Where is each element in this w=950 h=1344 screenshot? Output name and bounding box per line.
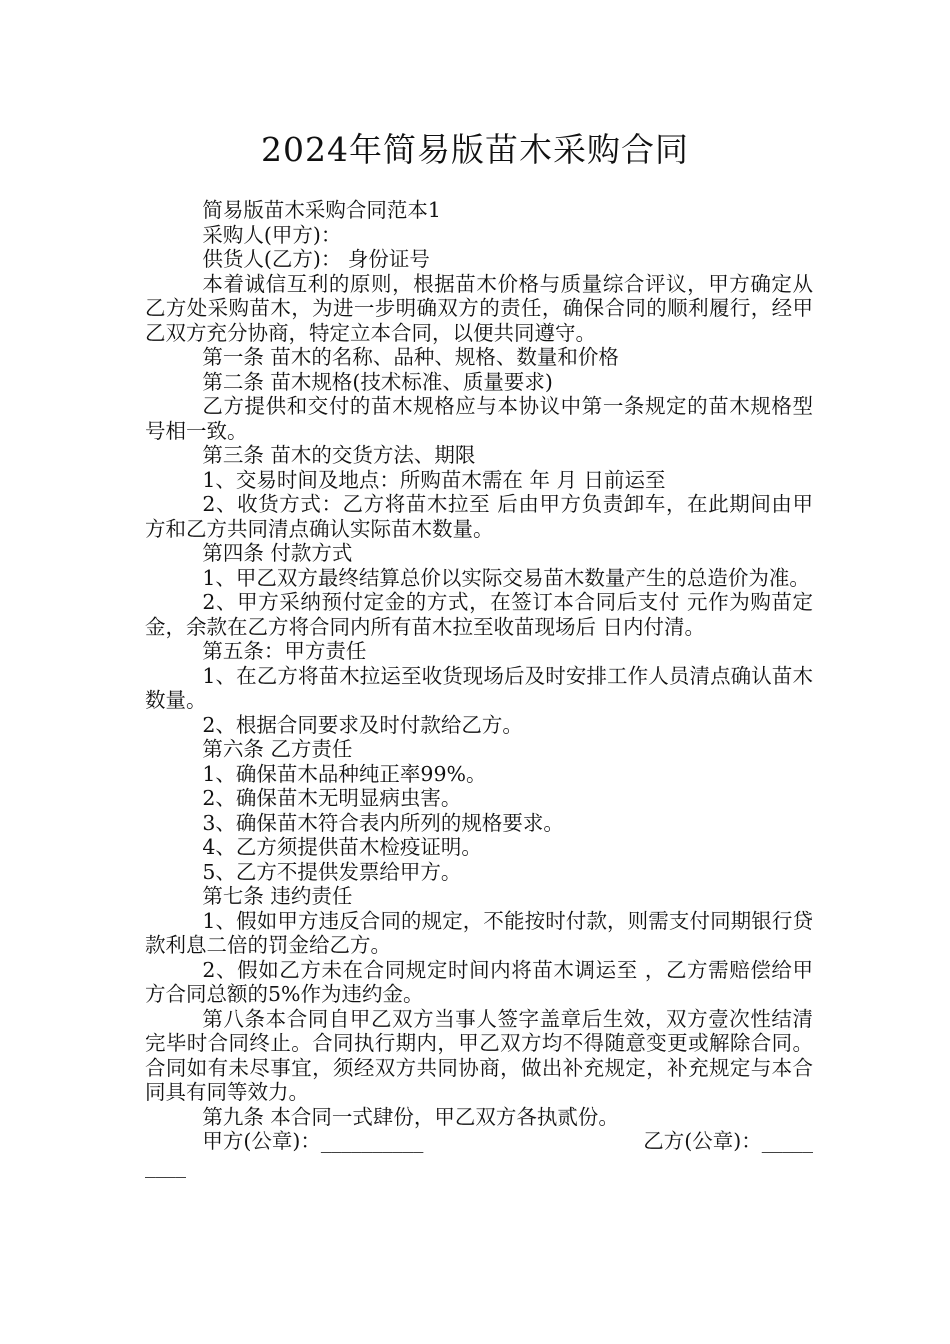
supplier-line: 供货人(乙方)： 身份证号: [202, 247, 430, 271]
article-4-item-2: 2、甲方采纳预付定金的方式，在签订本合同后支付 元作为购苗定金，余款在乙方将合同内所有苗木拉至收苗现场后 日内付清。: [145, 590, 813, 639]
preamble-paragraph: 本着诚信互利的原则，根据苗木价格与质量综合评议，甲方确定从乙方处采购苗木，为进一步明确双方的责任，确保合同的顺利履行，经甲乙双方充分协商，特定立本合同，以便共同遵守。: [145, 271, 813, 345]
contract-heading: 简易版苗木采购合同范本1: [202, 198, 441, 222]
contract-body: [145, 198, 813, 1178]
article-4-item-1: 1、甲乙双方最终结算总价以实际交易苗木数量产生的总造价为准。: [202, 565, 810, 590]
article-2-text: 乙方提供和交付的苗木规格应与本协议中第一条规定的苗木规格型号相一致。: [145, 394, 813, 443]
party-a-seal: 甲方(公章)：__________: [202, 1129, 424, 1153]
article-9-text: 第九条 本合同一式肆份，甲乙双方各执贰份。: [202, 1104, 619, 1129]
article-6-item-4: 4、乙方须提供苗木检疫证明。: [202, 835, 482, 859]
article-5-item-2: 2、根据合同要求及时付款给乙方。: [202, 712, 523, 737]
article-8-text: 第八条本合同自甲乙双方当事人签字盖章后生效，双方壹次性结清完毕时合同终止。合同执行期内，甲乙双方均不得随意变更或解除合同。合同如有未尽事宜，须经双方共同协商，做出补充规定，补充规定与本合同具有同等效力。: [145, 1006, 813, 1104]
signature-line: [145, 1129, 813, 1154]
article-3-item-1: 1、交易时间及地点：所购苗木需在 年 月 日前运至: [202, 467, 666, 492]
article-5-item-1: 1、在乙方将苗木拉运至收货现场后及时安排工作人员清点确认苗木数量。: [145, 663, 813, 712]
article-6-heading: 第六条 乙方责任: [202, 737, 353, 761]
article-4-heading: 第四条 付款方式: [202, 541, 353, 565]
signature-tail: ____: [145, 1153, 186, 1178]
article-3-item-2: 2、收货方式：乙方将苗木拉至 后由甲方负责卸车，在此期间由甲方和乙方共同清点确认实际苗木数量。: [145, 492, 813, 541]
document-title: 2024年简易版苗木采购合同: [261, 130, 689, 169]
article-2-heading: 第二条 苗木规格(技术标准、质量要求): [202, 369, 553, 394]
buyer-line: 采购人(甲方)：: [202, 222, 342, 247]
article-7-item-1: 1、假如甲方违反合同的规定，不能按时付款，则需支付同期银行贷款利息二倍的罚金给乙方。: [145, 908, 813, 957]
article-6-item-2: 2、确保苗木无明显病虫害。: [202, 786, 462, 810]
article-5-heading: 第五条：甲方责任: [202, 639, 367, 663]
article-3-heading: 第三条 苗木的交货方法、期限: [202, 443, 476, 467]
article-6-item-1: 1、确保苗木品种纯正率99%。: [202, 761, 487, 786]
party-b-seal: 乙方(公章)：_____: [643, 1129, 813, 1153]
article-7-heading: 第七条 违约责任: [202, 884, 353, 908]
article-6-item-5: 5、乙方不提供发票给甲方。: [202, 859, 462, 884]
article-1-heading: 第一条 苗木的名称、品种、规格、数量和价格: [202, 345, 619, 369]
article-6-item-3: 3、确保苗木符合表内所列的规格要求。: [202, 810, 564, 835]
article-7-item-2: 2、假如乙方未在合同规定时间内将苗木调运至 ，乙方需赔偿给甲方合同总额的5%作为违约金。: [145, 957, 813, 1006]
